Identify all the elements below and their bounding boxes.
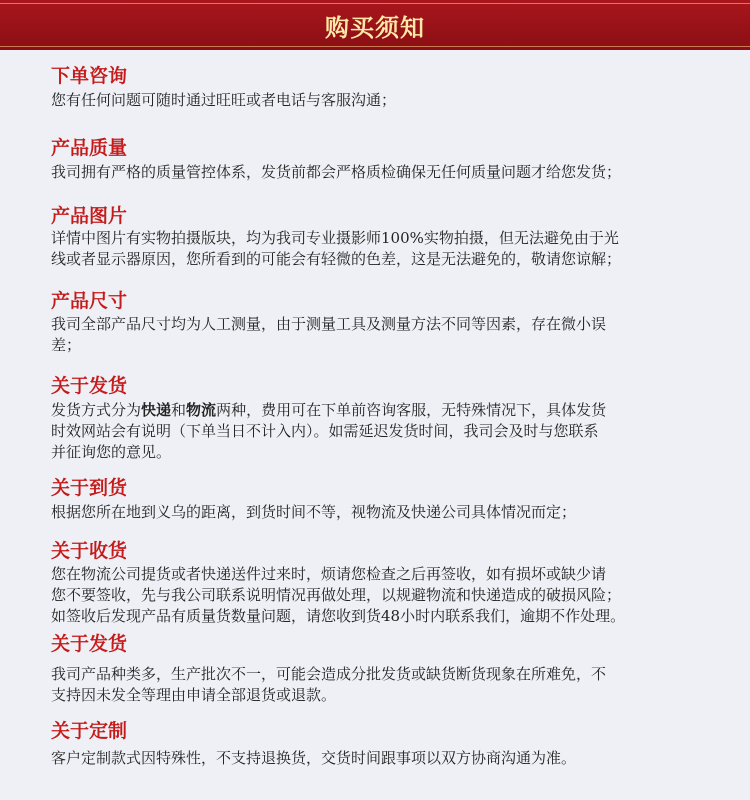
body-line: 您有任何问题可随时通过旺旺或者电话与客服沟通； bbox=[51, 91, 397, 109]
body-line: 如签收后发现产品有质量货数量问题，请您收到货48小时内联系我们，逾期不作处理。 bbox=[51, 607, 626, 625]
section-title-size: 产品尺寸 bbox=[51, 290, 128, 312]
section-title-images: 产品图片 bbox=[51, 205, 128, 227]
section-title-shipping: 关于发货 bbox=[51, 375, 128, 397]
section-body-arrival bbox=[51, 502, 703, 523]
section-body-size bbox=[51, 314, 703, 356]
body-line: 我司拥有严格的质量管控体系，发货前都会严格质检确保无任何质量问题才给您发货； bbox=[51, 163, 622, 181]
section-title-customization: 关于定制 bbox=[51, 720, 128, 742]
body-line: 我司产品种类多，生产批次不一，可能会造成分批发货或缺货断货现象在所难免，不 bbox=[51, 665, 607, 683]
body-line: 支持因未发全等理由申请全部退货或退款。 bbox=[51, 686, 337, 704]
header-banner bbox=[0, 0, 750, 50]
section-body-customization bbox=[51, 748, 703, 769]
shipping-methods-suffix: 两种，费用可在下单前咨询客服，无特殊情况下，具体发货 bbox=[216, 401, 607, 419]
body-line: 我司全部产品尺寸均为人工测量，由于测量工具及测量方法不同等因素，存在微小误 bbox=[51, 315, 607, 333]
express-keyword: 快递 bbox=[141, 401, 172, 419]
section-title-receiving: 关于收货 bbox=[51, 540, 128, 562]
section-body-shipping bbox=[51, 400, 703, 463]
section-title-quality: 产品质量 bbox=[51, 137, 128, 159]
body-line: 并征询您的意见。 bbox=[51, 443, 172, 461]
body-line: 您在物流公司提货或者快递送件过来时，烦请您检查之后再签收，如有损坏或缺少请 bbox=[51, 565, 607, 583]
section-body-receiving bbox=[51, 564, 703, 627]
body-line: 您不要签收，先与我公司联系说明情况再做处理，以规避物流和快递造成的破损风险； bbox=[51, 586, 622, 604]
section-title-order-inquiry: 下单咨询 bbox=[51, 65, 128, 87]
section-body-quality bbox=[51, 162, 703, 183]
body-line: 差； bbox=[51, 336, 82, 354]
section-body-shipping-2 bbox=[51, 664, 703, 706]
section-body-images bbox=[51, 228, 703, 270]
section-title-arrival: 关于到货 bbox=[51, 477, 128, 499]
body-line: 客户定制款式因特殊性，不支持退换货，交货时间跟事项以双方协商沟通为准。 bbox=[51, 749, 577, 767]
body-line: 线或者显示器原因，您所看到的可能会有轻微的色差，这是无法避免的，敬请您谅解； bbox=[51, 250, 622, 268]
page-title: 购买须知 bbox=[325, 14, 425, 42]
section-body-order-inquiry bbox=[51, 90, 703, 111]
body-line bbox=[51, 400, 703, 421]
shipping-methods-prefix: 发货方式分为 bbox=[51, 401, 142, 419]
section-title-shipping-2: 关于发货 bbox=[51, 633, 128, 655]
body-line: 根据您所在地到义乌的距离，到货时间不等，视物流及快递公司具体情况而定； bbox=[51, 503, 577, 521]
body-line: 详情中图片有实物拍摄版块，均为我司专业摄影师100%实物拍摄，但无法避免由于光 bbox=[51, 229, 619, 247]
body-line: 时效网站会有说明（下单当日不计入内）。如需延迟发货时间，我司会及时与您联系 bbox=[51, 422, 599, 440]
logistics-keyword: 物流 bbox=[186, 401, 217, 419]
shipping-methods-and: 和 bbox=[171, 401, 187, 419]
